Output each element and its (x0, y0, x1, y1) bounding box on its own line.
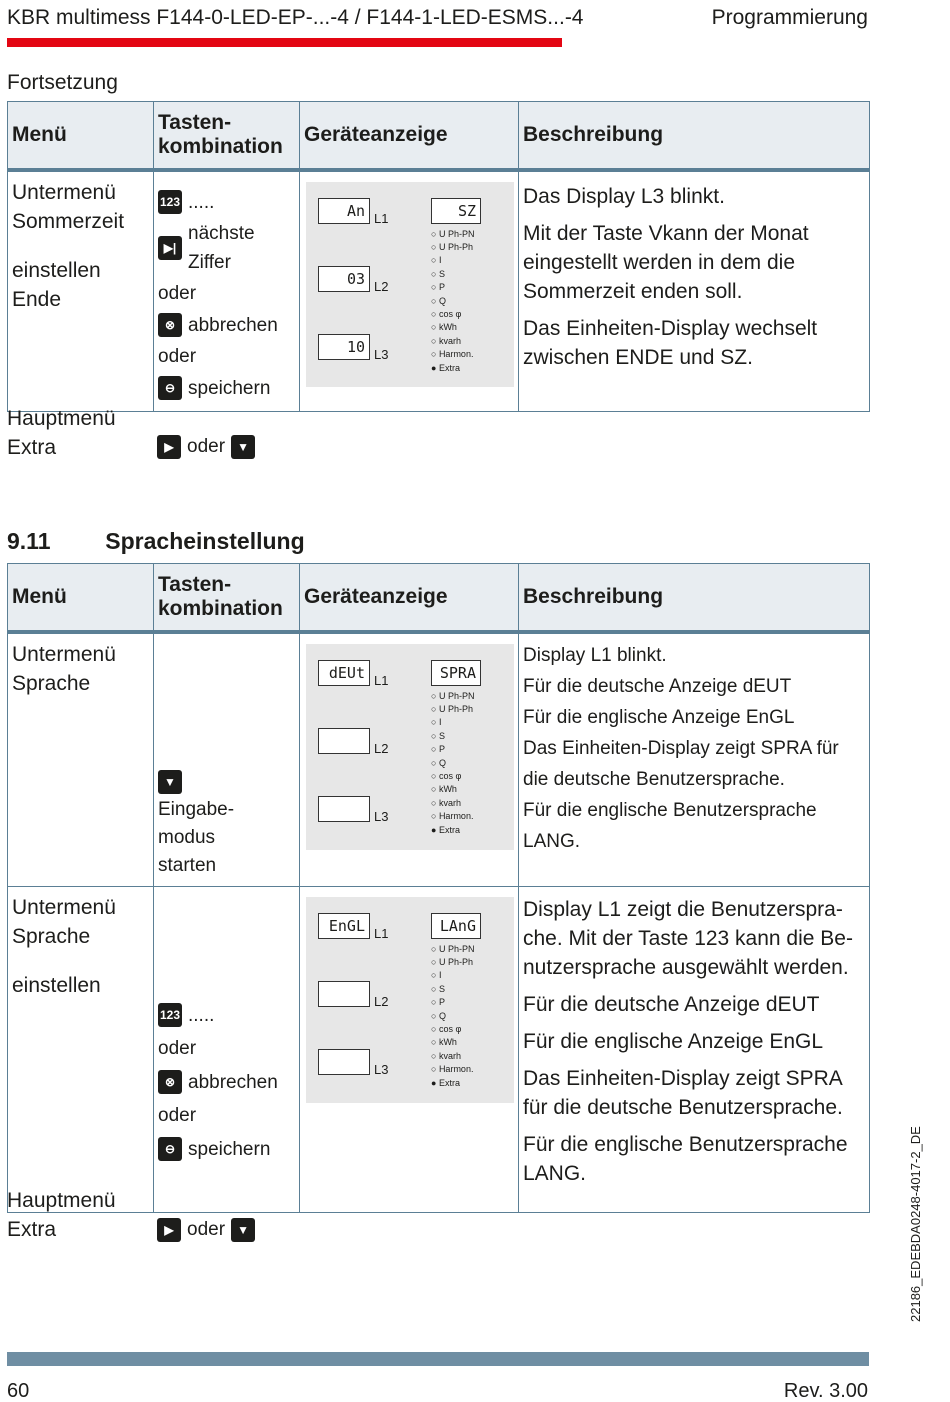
display-cell (300, 170, 519, 412)
unit-indicator: ○ P (431, 997, 445, 1008)
col-header-display: Geräteanzeige (300, 564, 519, 632)
footer-bar (7, 1352, 869, 1366)
description-cell (519, 170, 870, 412)
line-label-l3: L3 (374, 808, 389, 824)
unit-indicator: ○ Q (431, 1010, 446, 1021)
or-label: oder (187, 1219, 226, 1240)
col-header-menu: Menü (8, 102, 154, 170)
keys-cell (154, 886, 300, 1212)
cancel-key-icon: ⊗ (158, 313, 182, 337)
unit-indicator: ○ kWh (431, 1037, 457, 1048)
cancel-label: abbrechen (188, 314, 278, 336)
unit-indicator: ○ cos φ (431, 1023, 462, 1034)
unit-indicator: ○ U Ph-PN (431, 228, 475, 239)
unit-indicator: ○ S (431, 983, 445, 994)
save-label: speichern (188, 1138, 271, 1160)
section-number: 9.11 (7, 528, 51, 554)
unit-indicator: ○ I (431, 255, 442, 266)
description-line: Das Einheiten-Display wechselt zwischen ENDE und SZ. (523, 316, 818, 369)
col-header-menu: Menü (8, 564, 154, 632)
line-label-l1: L1 (374, 925, 389, 941)
continuation-label: Fortsetzung (7, 71, 118, 94)
display-cell (300, 886, 519, 1212)
cancel-label: abbrechen (188, 1071, 278, 1093)
revision-label: Rev. 3.00 (783, 1380, 868, 1402)
unit-indicator: ○ kWh (431, 784, 457, 795)
lcd-unit: SZ (431, 198, 481, 224)
unit-indicator: ○ Harmon. (431, 1064, 474, 1075)
document-code: 22186_EDEBDA0248-4017-2_DE (908, 1126, 923, 1322)
right-arrow-key-icon: ▶ (157, 435, 181, 459)
description-line: Das Einheiten-Display zeigt SPRA für die deutsche Benutzersprache. (523, 1066, 843, 1119)
description-line: Für die englische Benutzersprache LANG. (523, 799, 817, 852)
lcd-l1: EnGL (318, 913, 370, 939)
col-header-description: Beschreibung (519, 564, 870, 632)
description-line: Das Einheiten-Display zeigt SPRA für die deutsche Benutzersprache. (523, 737, 839, 790)
or-label: oder (158, 346, 197, 367)
keys-cell (154, 632, 300, 887)
menu-label: Untermenü Sprache (12, 642, 116, 695)
device-display-graphic (306, 644, 514, 850)
next-digit-key-icon: ▶| (158, 236, 182, 260)
start-input-mode-label: Eingabe-modus starten (158, 798, 235, 876)
main-menu-label: Hauptmenü Extra (7, 407, 116, 459)
document-header-title: KBR multimess F144-0-LED-EP-...-4 / F144-1-LED-ESMS...-4 (7, 6, 584, 29)
description-line: Für die deutsche Anzeige dEUT (523, 992, 820, 1016)
device-display-graphic (306, 182, 514, 387)
or-label: oder (158, 1105, 197, 1126)
save-label: speichern (188, 377, 271, 399)
line-label-l3: L3 (374, 1061, 389, 1077)
menu-label: Untermenü Sprache (12, 895, 116, 948)
line-label-l2: L2 (374, 278, 389, 294)
description-line: Das Display L3 blinkt. (523, 184, 725, 208)
description-line: Für die englische Anzeige EnGL (523, 1029, 824, 1053)
unit-indicator: ○ S (431, 730, 445, 741)
line-label-l2: L2 (374, 740, 389, 756)
description-line: Für die englische Anzeige EnGL (523, 706, 795, 728)
main-menu-label: Hauptmenü Extra (7, 1189, 116, 1241)
save-key-icon: ⊖ (158, 376, 182, 400)
unit-indicator: ○ kvarh (431, 797, 461, 808)
lcd-unit: SPRA (431, 660, 481, 686)
unit-indicator: ○ Harmon. (431, 349, 474, 360)
line-label-l3: L3 (374, 346, 389, 362)
unit-indicator-list (431, 943, 474, 1090)
menu-action-label: einstellen Ende (12, 258, 101, 311)
description-cell (519, 886, 870, 1212)
unit-indicator: ○ U Ph-Ph (431, 703, 473, 714)
line-label-l1: L1 (374, 210, 389, 226)
unit-indicator: ○ U Ph-PN (431, 690, 475, 701)
device-display-graphic (306, 897, 514, 1103)
unit-indicator: ○ kWh (431, 322, 457, 333)
unit-indicator: ○ P (431, 282, 445, 293)
dots: ..... (188, 191, 215, 213)
unit-indicator: ○ kvarh (431, 335, 461, 346)
section-heading (7, 528, 305, 555)
unit-indicator-active: ● Extra (431, 362, 460, 373)
down-arrow-key-icon: ▼ (231, 435, 255, 459)
unit-indicator: ○ Q (431, 295, 446, 306)
description-line: Display L1 zeigt die Benutzerspra-che. Mit der Taste 123 kann die Be-nutzersprache ausgewählt werden. (523, 897, 853, 979)
lcd-l1: dEUt (318, 660, 370, 686)
description-cell (519, 632, 870, 887)
unit-indicator: ○ cos φ (431, 308, 462, 319)
lcd-l2-empty (318, 981, 370, 1007)
unit-indicator: ○ Q (431, 757, 446, 768)
unit-indicator: ○ U Ph-Ph (431, 956, 473, 967)
down-arrow-key-icon: ▼ (231, 1218, 255, 1242)
lcd-l3-empty (318, 1049, 370, 1075)
display-cell (300, 632, 519, 887)
next-digit-label: nächste Ziffer (188, 222, 255, 273)
description-line: Mit der Taste Vkann der Monat eingestellt werden in dem die Sommerzeit enden soll. (523, 221, 809, 303)
unit-indicator: ○ Harmon. (431, 811, 474, 822)
unit-indicator-list (431, 690, 474, 837)
description-line: Für die englische Benutzersprache LANG. (523, 1132, 848, 1185)
or-label: oder (187, 436, 226, 457)
menu-cell (8, 632, 154, 887)
header-red-bar (7, 38, 562, 47)
col-header-keys: Tasten-kombination (154, 564, 300, 632)
unit-indicator: ○ U Ph-PN (431, 943, 475, 954)
unit-indicator: ○ kvarh (431, 1050, 461, 1061)
unit-indicator: ○ cos φ (431, 770, 462, 781)
menu-label: Untermenü Sommerzeit (12, 180, 125, 233)
lcd-l3: 10 (318, 334, 370, 360)
lcd-l3-empty (318, 796, 370, 822)
cancel-key-icon: ⊗ (158, 1070, 182, 1094)
line-label-l2: L2 (374, 993, 389, 1009)
unit-indicator-active: ● Extra (431, 1077, 460, 1088)
dots: ..... (188, 1004, 215, 1026)
digits-key-icon: 123 (158, 190, 182, 214)
unit-indicator: ○ I (431, 970, 442, 981)
unit-indicator: ○ P (431, 744, 445, 755)
right-arrow-key-icon: ▶ (157, 1218, 181, 1242)
menu-cell (8, 170, 154, 412)
col-header-description: Beschreibung (519, 102, 870, 170)
unit-indicator: ○ U Ph-Ph (431, 241, 473, 252)
description-line: Display L1 blinkt. (523, 644, 667, 666)
section-name: Programmierung (711, 6, 868, 29)
or-label: oder (158, 1038, 197, 1059)
unit-indicator-active: ● Extra (431, 824, 460, 835)
menu-cell (8, 886, 154, 1212)
page-number: 60 (7, 1380, 30, 1402)
unit-indicator: ○ S (431, 268, 445, 279)
line-label-l1: L1 (374, 672, 389, 688)
language-table (7, 563, 870, 1213)
summer-time-table (7, 101, 870, 412)
lcd-l1: An (318, 198, 370, 224)
unit-indicator: ○ I (431, 717, 442, 728)
col-header-keys: Tasten-kombination (154, 102, 300, 170)
menu-action-label: einstellen (12, 973, 101, 997)
section-title: Spracheinstellung (105, 528, 305, 554)
lcd-l2: 03 (318, 266, 370, 292)
down-arrow-key-icon: ▼ (158, 770, 182, 794)
col-header-display: Geräteanzeige (300, 102, 519, 170)
lcd-unit: LAnG (431, 913, 481, 939)
digits-key-icon: 123 (158, 1003, 182, 1027)
save-key-icon: ⊖ (158, 1137, 182, 1161)
description-line: Für die deutsche Anzeige dEUT (523, 675, 792, 697)
unit-indicator-list (431, 228, 474, 375)
or-label: oder (158, 283, 197, 304)
keys-cell (154, 170, 300, 412)
lcd-l2-empty (318, 728, 370, 754)
